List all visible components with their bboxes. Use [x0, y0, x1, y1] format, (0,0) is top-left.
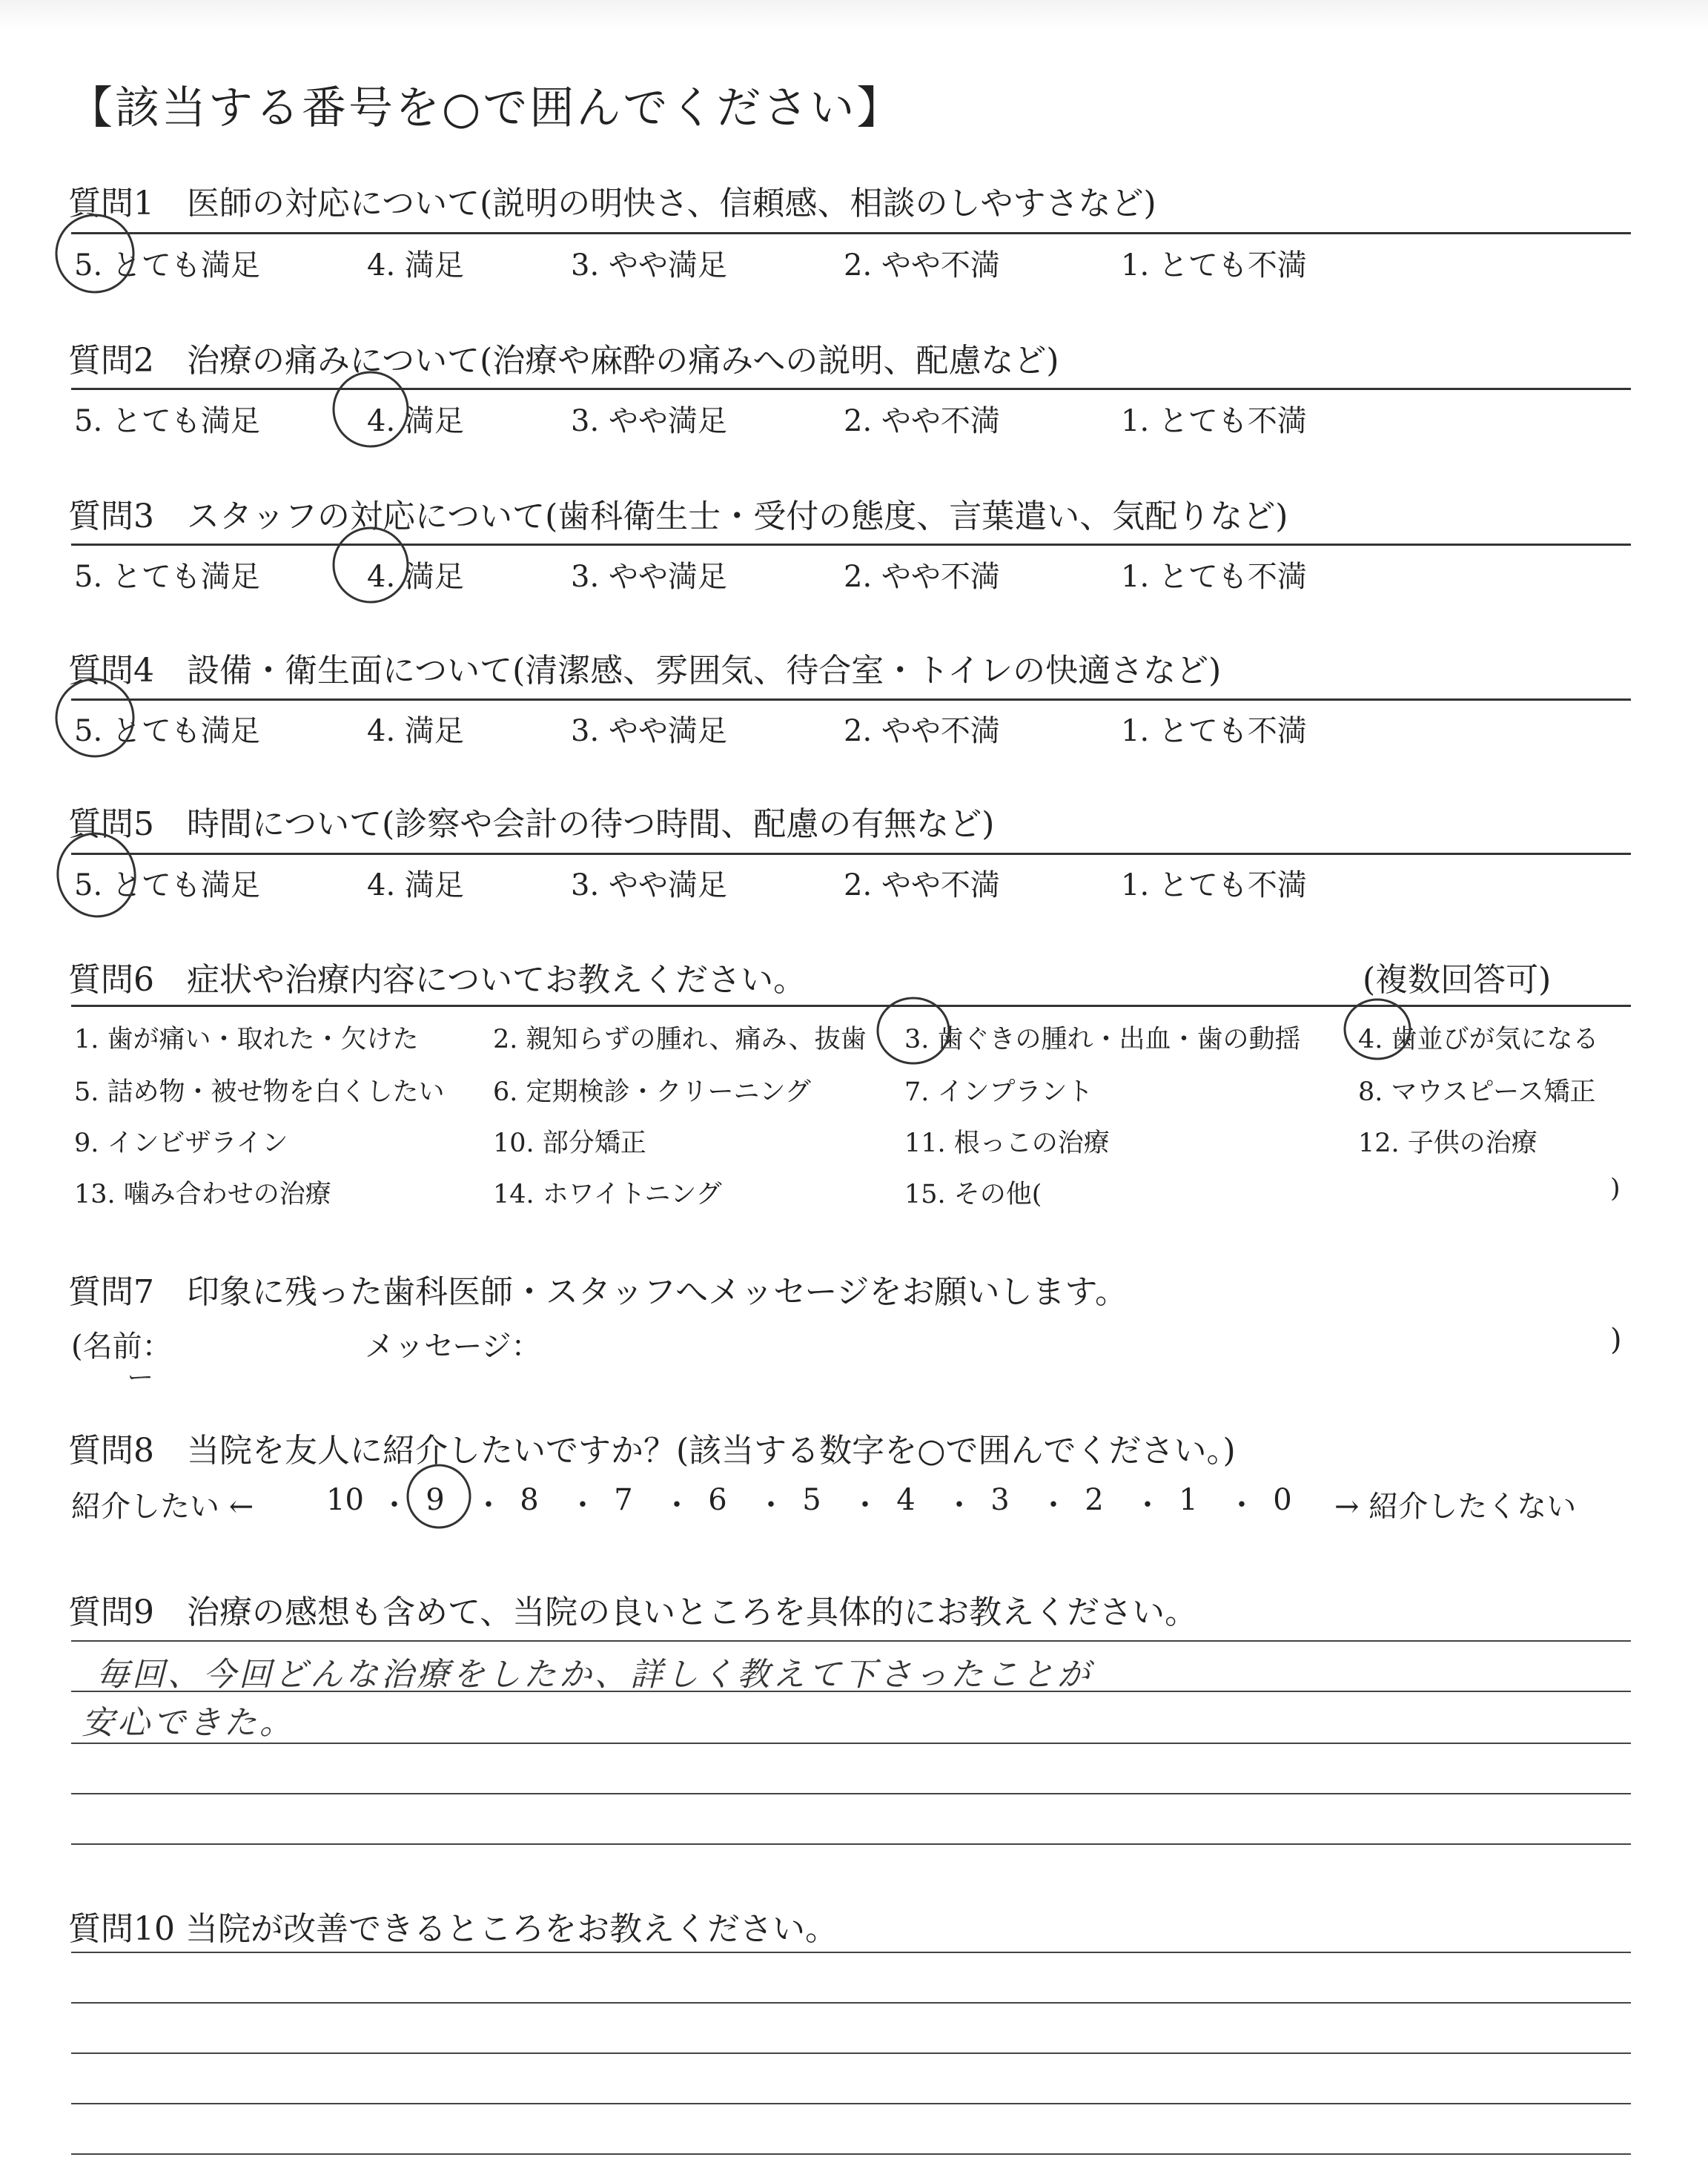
q8-scale-4[interactable]: 4 — [896, 1483, 916, 1517]
q6-item-7[interactable]: 7. インプラント — [904, 1077, 1093, 1107]
question-5-rule — [71, 853, 1631, 855]
q7-message-label: メッセージ： — [365, 1330, 541, 1364]
q1-option-2[interactable]: 2. やや不満 — [844, 248, 1000, 283]
q8-scale-separator: ・ — [756, 1488, 786, 1522]
q4-option-3[interactable]: 3. やや満足 — [571, 714, 727, 748]
q8-scale-separator: ・ — [944, 1488, 974, 1522]
q6-item-4[interactable]: 4. 歯並びが気になる — [1358, 1025, 1599, 1054]
q8-right-label: → 紹介したくない — [1334, 1490, 1577, 1524]
question-1-rule — [71, 232, 1631, 234]
q1-option-5[interactable]: 5. とても満足 — [74, 248, 260, 283]
q1-option-3[interactable]: 3. やや満足 — [571, 248, 727, 283]
q9-line-5 — [71, 1843, 1631, 1845]
q8-scale-0[interactable]: 0 — [1273, 1483, 1292, 1517]
q8-scale-separator: ・ — [1227, 1488, 1257, 1522]
q6-item-15[interactable]: 15. その他( — [904, 1180, 1042, 1209]
q1-option-4[interactable]: 4. 満足 — [367, 248, 464, 283]
q4-option-4[interactable]: 4. 満足 — [367, 714, 464, 748]
q8-scale-9[interactable]: 9 — [426, 1483, 445, 1517]
q5-option-4[interactable]: 4. 満足 — [367, 868, 464, 902]
question-2-title: 質問2 治療の痛みについて(治療や麻酔の痛みへの説明、配慮など) — [68, 342, 1059, 380]
question-2-rule — [71, 388, 1631, 390]
question-6-title: 質問6 症状や治療内容についてお教えください。 — [68, 961, 807, 999]
q4-option-1[interactable]: 1. とても不満 — [1121, 714, 1307, 748]
question-10-title: 質問10 当院が改善できるところをお教えください。 — [68, 1910, 838, 1948]
question-9-title: 質問9 治療の感想も含めて、当院の良いところを具体的にお教えください。 — [68, 1593, 1198, 1631]
q6-item-9[interactable]: 9. インビザライン — [74, 1129, 288, 1158]
q8-scale-separator: ・ — [662, 1488, 692, 1522]
question-6-rule — [71, 1005, 1631, 1007]
q1-option-1[interactable]: 1. とても不満 — [1121, 248, 1307, 283]
q6-item-14[interactable]: 14. ホワイトニング — [493, 1180, 722, 1209]
q8-scale-separator: ・ — [474, 1488, 503, 1522]
q5-option-5[interactable]: 5. とても満足 — [74, 868, 260, 902]
q8-scale-7[interactable]: 7 — [614, 1483, 633, 1517]
question-8-title: 質問8 当院を友人に紹介したいですか？(該当する数字を○で囲んでください。) — [68, 1432, 1236, 1470]
q8-scale-separator: ・ — [850, 1488, 880, 1522]
q7-handwritten-name: ー — [125, 1363, 155, 1393]
q9-line-3 — [71, 1743, 1631, 1744]
q6-item-2[interactable]: 2. 親知らずの腫れ、痛み、抜歯 — [493, 1025, 867, 1054]
q6-item-5[interactable]: 5. 詰め物・被せ物を白くしたい — [74, 1077, 445, 1107]
question-3-rule — [71, 544, 1631, 546]
q9-line-4 — [71, 1793, 1631, 1794]
q6-item-3[interactable]: 3. 歯ぐきの腫れ・出血・歯の動揺 — [904, 1025, 1301, 1054]
q8-scale-3[interactable]: 3 — [990, 1483, 1010, 1517]
scan-edge — [0, 0, 1708, 31]
q9-answer-line-2: 安心できた。 — [82, 1704, 295, 1742]
question-4-rule — [71, 698, 1631, 701]
q8-scale-separator: ・ — [568, 1488, 598, 1522]
question-7-title: 質問7 印象に残った歯科医師・スタッフへメッセージをお願いします。 — [68, 1273, 1128, 1311]
q9-answer-line-1: 毎回、今回どんな治療をしたか、詳しく教えて下さったことが — [96, 1656, 1093, 1694]
q9-line-1 — [71, 1640, 1631, 1642]
q8-scale-2[interactable]: 2 — [1085, 1483, 1104, 1517]
question-3-title: 質問3 スタッフの対応について(歯科衛生士・受付の態度、言葉遣い、気配りなど) — [68, 498, 1288, 535]
q2-option-5[interactable]: 5. とても満足 — [74, 404, 260, 438]
q8-scale-10[interactable]: 10 — [326, 1483, 364, 1517]
q4-option-2[interactable]: 2. やや不満 — [844, 714, 1000, 748]
q6-item-6[interactable]: 6. 定期検診・クリーニング — [493, 1077, 811, 1107]
q6-item-13[interactable]: 13. 噛み合わせの治療 — [74, 1180, 331, 1209]
q10-line-4 — [71, 2103, 1631, 2104]
q6-other-close-paren: ) — [1610, 1174, 1621, 1203]
q6-item-11[interactable]: 11. 根っこの治療 — [904, 1129, 1110, 1158]
q5-option-2[interactable]: 2. やや不満 — [844, 868, 1000, 902]
q6-item-12[interactable]: 12. 子供の治療 — [1358, 1129, 1537, 1158]
question-4-title: 質問4 設備・衛生面について(清潔感、雰囲気、待合室・トイレの快適さなど) — [68, 652, 1222, 690]
q5-option-1[interactable]: 1. とても不満 — [1121, 868, 1307, 902]
q2-option-4[interactable]: 4. 満足 — [367, 404, 464, 438]
q10-line-5 — [71, 2153, 1631, 2155]
q8-left-label: 紹介したい ← — [71, 1490, 254, 1524]
q2-option-2[interactable]: 2. やや不満 — [844, 404, 1000, 438]
q8-scale-separator: ・ — [1039, 1488, 1068, 1522]
q4-option-5[interactable]: 5. とても満足 — [74, 714, 260, 748]
q3-option-2[interactable]: 2. やや不満 — [844, 560, 1000, 594]
q2-option-3[interactable]: 3. やや満足 — [571, 404, 727, 438]
q10-line-3 — [71, 2052, 1631, 2054]
q8-scale-6[interactable]: 6 — [708, 1483, 727, 1517]
q8-scale-8[interactable]: 8 — [520, 1483, 539, 1517]
q8-scale-separator: ・ — [380, 1488, 409, 1522]
question-1-title: 質問1 医師の対応について(説明の明快さ、信頼感、相談のしやすさなど) — [68, 185, 1156, 222]
q3-option-4[interactable]: 4. 満足 — [367, 560, 464, 594]
q6-item-10[interactable]: 10. 部分矯正 — [493, 1129, 646, 1158]
q3-option-5[interactable]: 5. とても満足 — [74, 560, 260, 594]
q6-item-1[interactable]: 1. 歯が痛い・取れた・欠けた — [74, 1025, 419, 1054]
q8-scale-1[interactable]: 1 — [1179, 1483, 1198, 1517]
q3-option-1[interactable]: 1. とても不満 — [1121, 560, 1307, 594]
question-6-multi-note: (複数回答可) — [1363, 961, 1552, 999]
q7-close-paren: ) — [1610, 1323, 1622, 1357]
q10-line-1 — [71, 1952, 1631, 1953]
q8-scale-separator: ・ — [1133, 1488, 1162, 1522]
question-5-title: 質問5 時間について(診察や会計の待つ時間、配慮の有無など) — [68, 805, 995, 843]
page-heading: 【該当する番号を○で囲んでください】 — [68, 82, 904, 134]
q3-option-3[interactable]: 3. やや満足 — [571, 560, 727, 594]
q6-item-8[interactable]: 8. マウスピース矯正 — [1358, 1077, 1596, 1107]
q5-option-3[interactable]: 3. やや満足 — [571, 868, 727, 902]
q2-option-1[interactable]: 1. とても不満 — [1121, 404, 1307, 438]
q8-scale-5[interactable]: 5 — [802, 1483, 821, 1517]
q10-line-2 — [71, 2002, 1631, 2004]
q7-name-label: (名前： — [71, 1330, 172, 1364]
